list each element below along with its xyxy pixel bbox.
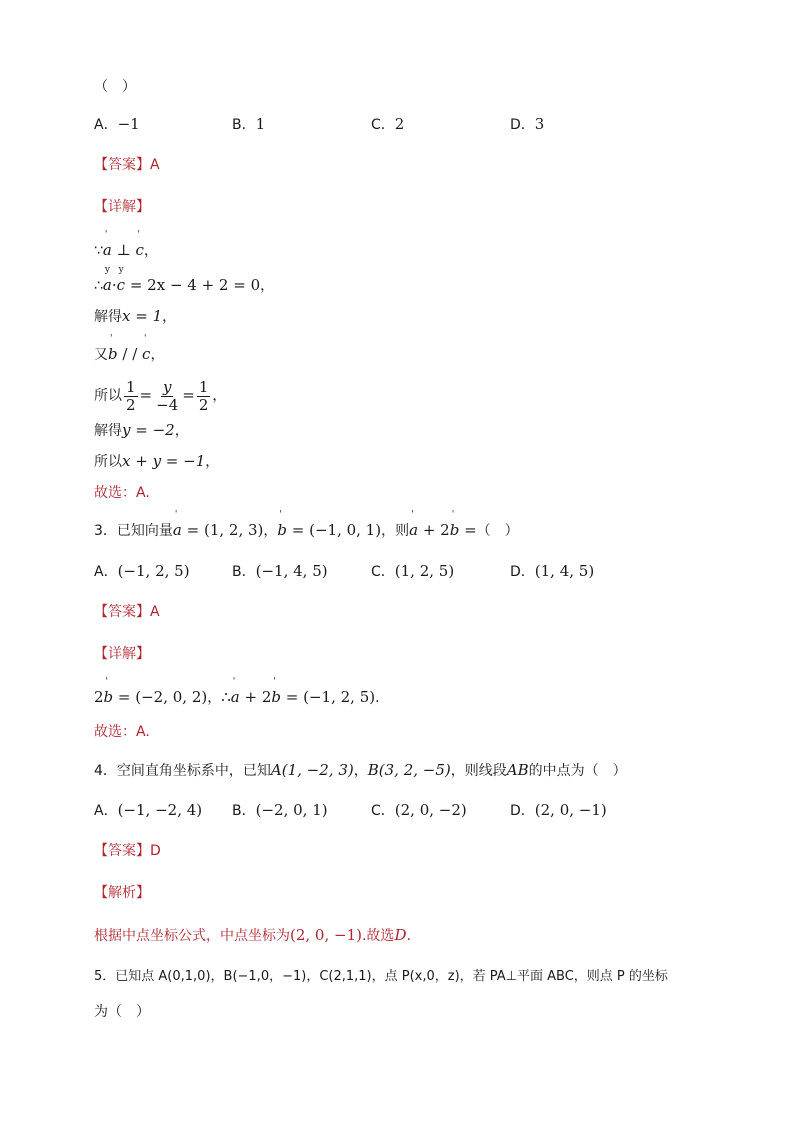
step-6: 解得y = −2， xyxy=(94,421,189,439)
q4-option-b: B．(−2, 0, 1) xyxy=(232,801,328,819)
q4-option-a: A．(−1, −2, 4) xyxy=(94,801,203,819)
answer-line: 【答案】A xyxy=(94,157,160,173)
step-3: 解得x = 1， xyxy=(94,307,177,325)
q4-option-c: C．(2, 0, −2) xyxy=(371,801,467,819)
q3-option-d: D．(1, 4, 5) xyxy=(510,562,595,580)
option-c: C．2 xyxy=(371,115,405,133)
q4-analysis: 根据中点坐标公式，中点坐标为(2, 0, −1).故选D. xyxy=(94,926,411,944)
step-8-choose: 故选：A. xyxy=(94,485,150,501)
step-1: ∵ ' a ⊥ ' c， xyxy=(94,230,158,259)
q3-detail-label: 【详解】 xyxy=(94,646,150,662)
q4-answer-line: 【答案】D xyxy=(94,843,161,859)
step-7: 所以x + y = −1， xyxy=(94,452,220,470)
question-5: 5．已知点 A(0,1,0)，B(−1,0，−1)，C(2,1,1)，点 P(x,0，z)，若 PA⊥平面 ABC，则点 P 的坐标 xyxy=(94,969,668,984)
q3-option-c: C．(1, 2, 5) xyxy=(371,562,455,580)
step-5: 所以 $\frac{1}{2}$ = $\frac{y}{-4}$ = $\frac{1}{2}$ ， xyxy=(94,377,227,414)
question-5-line-2: 为（ ） xyxy=(94,1004,150,1020)
option-a: A．−1 xyxy=(94,115,140,133)
question-3: 3．已知向量 ' a = (1, 2, 3)， ' b = (−1, 0, 1)，则 ' a + 2 ' b =（ ） xyxy=(94,510,519,539)
q3-option-a: A．(−1, 2, 5) xyxy=(94,562,190,580)
option-d: D．3 xyxy=(510,115,545,133)
step-2: ∴ y a· y c = 2x − 4 + 2 = 0， xyxy=(94,265,275,294)
question-paren: （ ） xyxy=(94,79,136,95)
q4-analysis-label: 【解析】 xyxy=(94,885,150,901)
detail-label: 【详解】 xyxy=(94,199,150,215)
q3-answer-line: 【答案】A xyxy=(94,604,160,620)
q3-choose: 故选：A. xyxy=(94,724,150,740)
q3-option-b: B．(−1, 4, 5) xyxy=(232,562,328,580)
q3-solution: 2 ' b = (−2, 0, 2)，∴ ' a + 2 ' b = (−1, 2, 5). xyxy=(94,677,380,706)
step-4: 又 ' b / / ' c， xyxy=(94,334,165,363)
option-b: B．1 xyxy=(232,115,266,133)
q4-option-d: D．(2, 0, −1) xyxy=(510,801,607,819)
question-4: 4．空间直角坐标系中，已知A(1, −2, 3)，B(3, 2, −5)，则线段AB的中点为（ ） xyxy=(94,761,627,779)
